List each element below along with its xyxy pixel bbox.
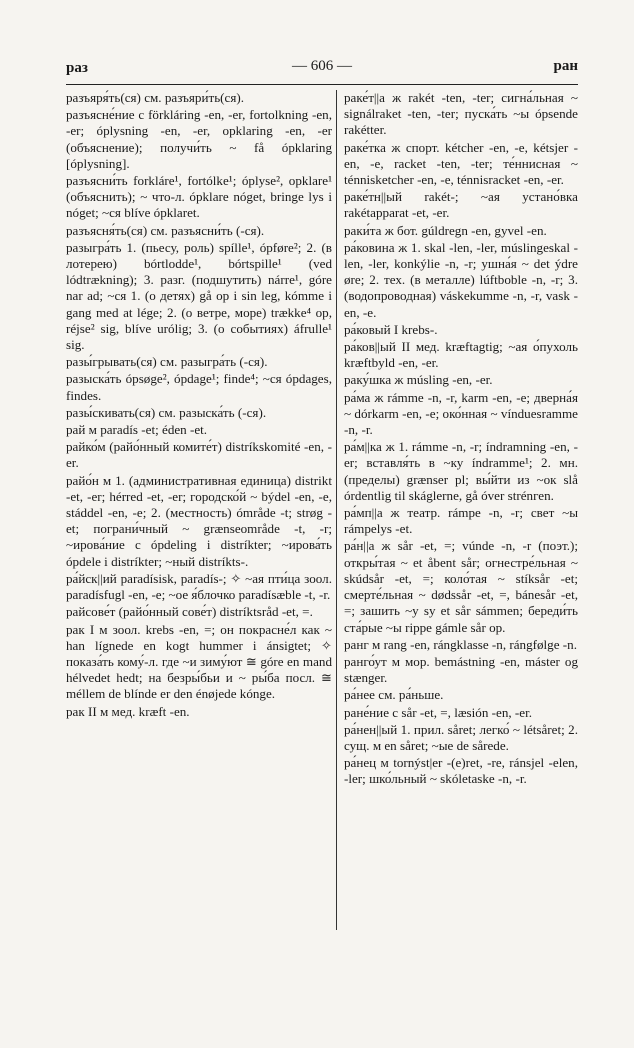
dictionary-entry: райсове́т (райо́нный сове́т) distríktsråd -et, =.	[66, 604, 313, 620]
dictionary-entry: раки́та ж бот. gúldregn -en, gyvel -en.	[344, 222, 547, 238]
dictionary-entry: разъясни́ть forkláre¹, fortólke¹; óplyse², opklare¹ (объяснить); ~ что-л. ópklare nóget, bringe lys i nóget; ~ся blíve ópklaret.	[66, 173, 332, 221]
dictionary-entry: ра́нен||ый 1. прил. såret; легко́ ~ létsåret; 2. сущ. м en såret; ~ые de sårede.	[344, 721, 578, 753]
dictionary-entry: раку́шка ж músling -en, -er.	[344, 372, 493, 388]
dictionary-entry: ра́мп||а ж театр. rámpe -n, -r; свет ~ы rámpelys -et.	[344, 505, 578, 537]
dictionary-entry: ра́н||а ж sår -et, =; vúnde -n, -r (поэт.); откры́тая ~ et åbent sår; огнестре́льная ~ skúdsår -et, =; коло́тая ~ stíksår -et; смерте́льная ~ dødssår -et, =, bánesår -et, =; зашить ~у sy et sår sámmen; береди́ть ста́рые ~ы rippe gámle sår op.	[344, 538, 578, 635]
dictionary-entry: ра́ковина ж 1. skal -len, -ler, múslingeskal -len, -ler, konkýlie -n, -r; ушна́я ~ det ýdre øre; 2. тех. (в металле) lúftboble -n, -r; 3. (водопроводная) váskekumme -n, -r, vask -en, -e.	[344, 239, 578, 320]
dictionary-entry: райко́м (райо́нный комите́т) distríkskomité -en, -er.	[66, 439, 332, 471]
dictionary-entry: ра́нее см. ра́ньше.	[344, 687, 444, 703]
header-right-guideword: ран	[553, 58, 578, 74]
right-column	[344, 90, 578, 789]
dictionary-entry: ра́ков||ый II мед. kræftagtig; ~ая о́пухоль kræftbyld -en, -er.	[344, 339, 578, 371]
dictionary-entry: ра́м||ка ж 1. rámme -n, -r; índramning -en, -er; вставля́ть в ~ку índramme¹; 2. мн. (пределы) grænser pl; вы́йти из ~ок slå órdentlig til skáglerne, gå óver strénгеn.	[344, 439, 578, 503]
dictionary-entry: рак II м мед. kræft -en.	[66, 703, 190, 719]
dictionary-entry: рай м paradís -et; éden -et.	[66, 422, 208, 438]
dictionary-entry: ранго́ут м мор. bemástning -en, máster og stænger.	[344, 653, 578, 686]
dictionary-entry: ра́нец м tornýst|er -(e)ret, -re, ránsjel -elen, -ler; шко́льный ~ skóletaske -n, -r.	[344, 755, 578, 787]
left-column	[66, 90, 332, 721]
header-rule	[66, 84, 578, 85]
dictionary-entry: ране́ние с sår -et, =, læsión -en, -er.	[344, 704, 533, 720]
dictionary-entry: разъясне́ние с förkláring -en, -er, fortolkning -en, -er; óplysning -en, -er, opklaring -en, -er (объяснение); получи́ть ~ få ópklaring [óplysning].	[66, 107, 332, 171]
dictionary-entry: разъясня́ть(ся) см. разъясни́ть (-ся).	[66, 222, 265, 238]
page-number: — 606 —	[292, 58, 352, 74]
dictionary-entry: разы́скивать(ся) см. разыска́ть (-ся).	[66, 404, 267, 420]
dictionary-entry: разы́грывать(ся) см. разыгра́ть (-ся).	[66, 354, 268, 370]
dictionary-entry: райо́н м 1. (административная единица) distrikt -et, -er; hérred -et, -er; городско́й ~ býdel -en, -e, stáddel -en, -e; 2. (местность) ómråde -t; strøg -et; пограни́чный ~ grænseområde -t, -r; ~ирова́ние с ópdeling i distríkter; ~ирова́ть ópdele i distríkter; ~ный distríkts-.	[66, 472, 332, 569]
dictionary-entry: разъяря́ть(ся) см. разъяри́ть(ся).	[66, 90, 245, 105]
dictionary-entry: рак I м зоол. krebs -en, =; он покрасне́л как ~ han lígnede en kogt hummer i ánsigtet; ✧ показа́ть кому́-л. где ~и зиму́ют ≅ góre en mand hélvedet hedt; на безры́бьи и ~ ры́ба посл. ≅ méllem de blínde er den énøjede kónge.	[66, 621, 332, 702]
dictionary-entry: разыгра́ть 1. (пьесу, роль) spílle¹, ópføre²; 2. (в лотерею) bórtlodde¹, bórtspille¹ (ved lódtrækning); 3. разг. (подшутить) nárre¹, góre nar ad; ~ся 1. (о детях) gå op i sin leg, kómme i gang med at lége; 2. (о ветре, море) trække⁴ op, réjse² sig, blíve urólig; 3. (о событиях) áfrulle¹ sig.	[66, 239, 332, 353]
dictionary-entry: ранг м rang -en, rángklasse -n, rángfølge -n.	[344, 636, 577, 652]
dictionary-entry: раке́т||а ж rakét -ten, -ter; сигна́льная ~ signálraket -ten, -ter; пуска́ть ~ы ópsende rakétter.	[344, 90, 578, 138]
page-header	[66, 58, 578, 80]
header-left-guideword: раз	[66, 60, 88, 76]
dictionary-entry: разыска́ть ópsøge², ópdage¹; finde⁴; ~ся ópdages, findes.	[66, 371, 332, 403]
dictionary-entry: ра́йск||ий paradísisk, paradís-; ✧ ~ая пти́ца зоол. paradísfugl -en, -e; ~ое я́блочко paradísæble -t, -r.	[66, 570, 332, 603]
dictionary-entry: ра́ковый I krebs-.	[344, 321, 438, 337]
dictionary-entry: ра́ма ж rámme -n, -r, karm -en, -e; дверна́я ~ dórkarm -en, -e; око́нная ~ vínduesramme -n, -r.	[344, 389, 578, 438]
dictionary-entry: раке́тн||ый rakét-; ~ая устано́вка rakétapparat -et, -er.	[344, 189, 578, 221]
dictionary-entry: раке́тка ж спорт. kétcher -en, -e, kétsjer -en, -e, racket -ten, -ter; те́ннисная ~ ténnisketcher -en, -e, ténnisracket -en, -er.	[344, 139, 578, 188]
column-divider	[336, 90, 337, 930]
